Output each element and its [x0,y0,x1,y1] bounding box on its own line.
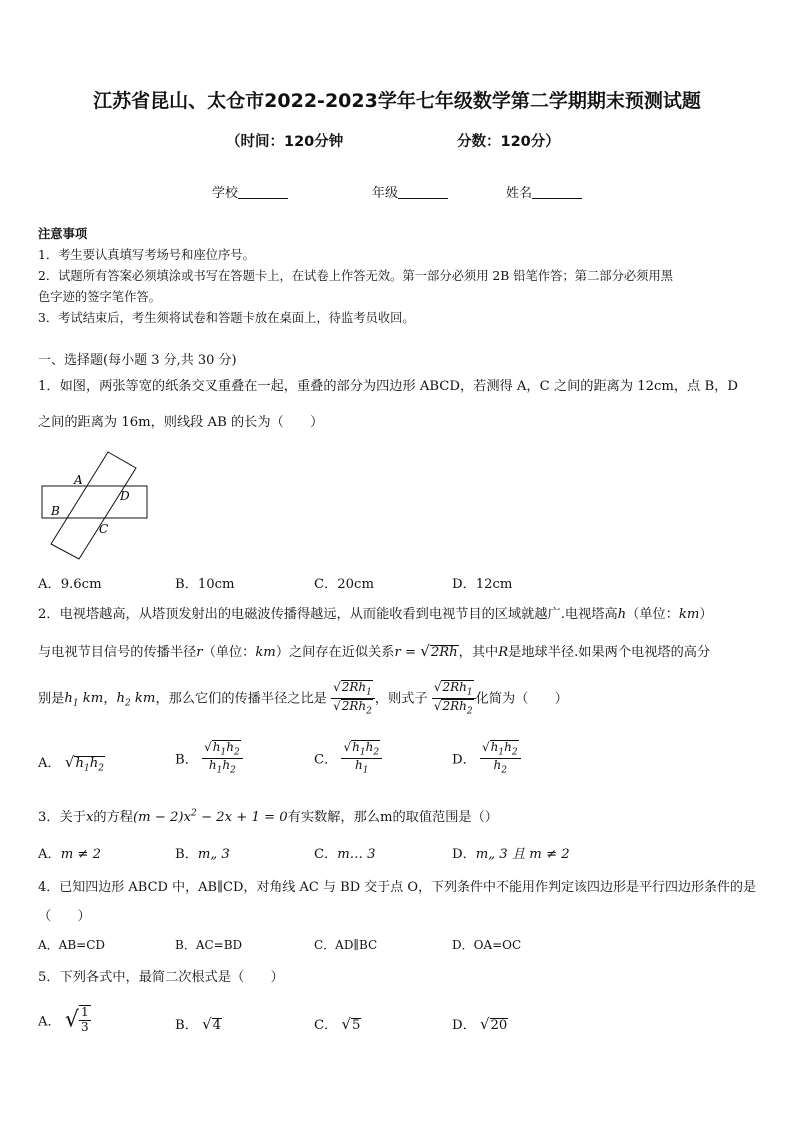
school-field [212,182,288,201]
q2-text: ） [699,607,713,622]
school-blank [238,186,288,199]
name-label: 姓名 [506,186,533,201]
grade-field [372,182,448,201]
q2-text: ，则式子 [374,691,428,707]
q3-option-a[interactable]: A．m ≠ 2 [38,847,102,862]
q4-option-d[interactable]: D．OA=OC [452,938,522,952]
q4-option-a[interactable]: A．AB=CD [38,938,106,952]
name-field [506,182,582,201]
page-title: 江苏省昆山、太仓市2022-2023学年七年级数学第二学期期末预测试题 [93,90,701,112]
exam-score: 分数：120分） [457,134,560,150]
q1-option-a[interactable]: A．9.6cm [38,577,102,592]
q5-text: 5．下列各式中，最简二次根式是（ ） [38,970,284,985]
q1-figure [36,448,156,560]
q2-option-c[interactable]: C． $\frac{√h_1h_2}{h_1}$ [314,740,382,776]
q2-line1 [38,603,713,622]
q5-option-d[interactable]: D． √20 [452,1015,508,1033]
h1-km: $h_1$ km [64,691,104,709]
unit-km: km [255,645,276,660]
label-b: B [51,504,60,518]
label-d: D [120,489,130,503]
q2-text: 2．电视塔越高，从塔顶发射出的电磁波传播得越远，从而能收看到电视节目的区域就越广.电视塔高 [38,607,618,622]
var-R: R [498,645,509,660]
q5-option-a[interactable]: A． √ $\frac{1}{3}$ [38,1005,89,1034]
note-item: 1．考生要认真填写考场号和座位序号。 [38,248,255,262]
q2-option-a[interactable]: A． $√h_1h_2$ [38,753,104,774]
name-blank [532,186,582,199]
q5-option-b[interactable]: B． √4 [175,1015,222,1033]
var-r: r [196,645,203,660]
q3-text: 3．关于x的方程$(m - 2)x^2 - 2x + 1 = 0$有实数解，那么m的取值范围是（） [38,808,498,825]
formula-r: r = √2Rh [394,642,458,660]
q2-line3: 别是$h_1$ km，$h_2$ km，那么它们的传播半径之比是 $\frac{√2Rh_1}{√2Rh_2}$ ，则式子 $\frac{√2Rh_1}{√2Rh_2}$ 化简为（ ） [38,680,568,717]
note-item: 3．考试结束后，考生须将试卷和答题卡放在桌面上，待监考员收回。 [38,311,415,325]
q2-text: 别是 [38,691,65,707]
q2-text: 是地球半径.如果两个电视塔的高分 [508,645,711,660]
q2-text: ，那么它们的传播半径之比是 [155,691,327,707]
note-item: 2．试题所有答案必须填涂或书写在答题卡上，在试卷上作答无效。第一部分必须用 2B 铅笔作答；第二部分必须用黑 [38,269,674,283]
grade-label: 年级 [372,186,399,201]
h2-km: $h_2$ km [116,691,156,709]
q3-option-d[interactable]: D．m„ 3 且 m ≠ 2 [452,847,570,862]
label-a: A [74,473,83,487]
q2-option-b[interactable]: B． $\frac{√h_1h_2}{h_1h_2}$ [175,740,243,776]
q2-text: 化简为（ ） [475,691,568,707]
q3-option-c[interactable]: C．m… 3 [314,847,376,862]
q2-text: （单位： [202,645,256,660]
q3-equation: $(m - 2)x^2 - 2x + 1 = 0$ [132,808,288,825]
q1-option-d[interactable]: D．12cm [452,577,513,592]
var-h: h [617,607,627,622]
section-heading: 一、选择题(每小题 3 分,共 30 分) [38,353,237,368]
note-item: 色字迹的签字笔作答。 [38,290,161,304]
q4-option-c[interactable]: C．AD∥BC [314,938,378,952]
q4-text: 4．已知四边形 ABCD 中，AB∥CD，对角线 AC 与 BD 交于点 O，下列条件中不能用作判定该四边形是平行四边形条件的是 [38,880,757,895]
q2-text: 与电视节目信号的传播半径 [38,645,197,660]
q2-text: ）之间存在近似关系 [275,645,395,660]
ratio-fraction: $\frac{√2Rh_1}{√2Rh_2}$ [331,680,375,718]
q2-option-d[interactable]: D． $\frac{√h_1h_2}{h_2}$ [452,740,521,776]
q1-option-b[interactable]: B．10cm [175,577,235,592]
label-c: C [99,522,109,536]
q4-option-b[interactable]: B．AC=BD [175,938,243,952]
unit-km: km [678,607,700,622]
notes-heading: 注意事项 [38,226,88,241]
q3-option-b[interactable]: B．m„ 3 [175,847,230,862]
grade-blank [398,186,448,199]
q1-option-c[interactable]: C．20cm [314,577,374,592]
q1-text: 1．如图，两张等宽的纸条交叉重叠在一起，重叠的部分为四边形 ABCD，若测得 A，C 之间的距离为 12cm，点 B，D [38,379,738,394]
expr-fraction: $\frac{√2Rh_1}{√2Rh_2}$ [432,680,476,718]
exam-time: （时间：120分钟 [226,134,344,150]
q1-text: 之间的距离为 16m，则线段 AB 的长为（ ） [38,415,324,430]
q4-text: （ ） [38,909,91,924]
q2-text: ，其中 [458,645,499,660]
diagonal-strip [51,452,136,559]
q5-option-c[interactable]: C． √5 [314,1015,361,1033]
q2-text: （单位： [626,607,679,622]
q2-line2 [38,641,710,661]
school-label: 学校 [212,186,239,201]
